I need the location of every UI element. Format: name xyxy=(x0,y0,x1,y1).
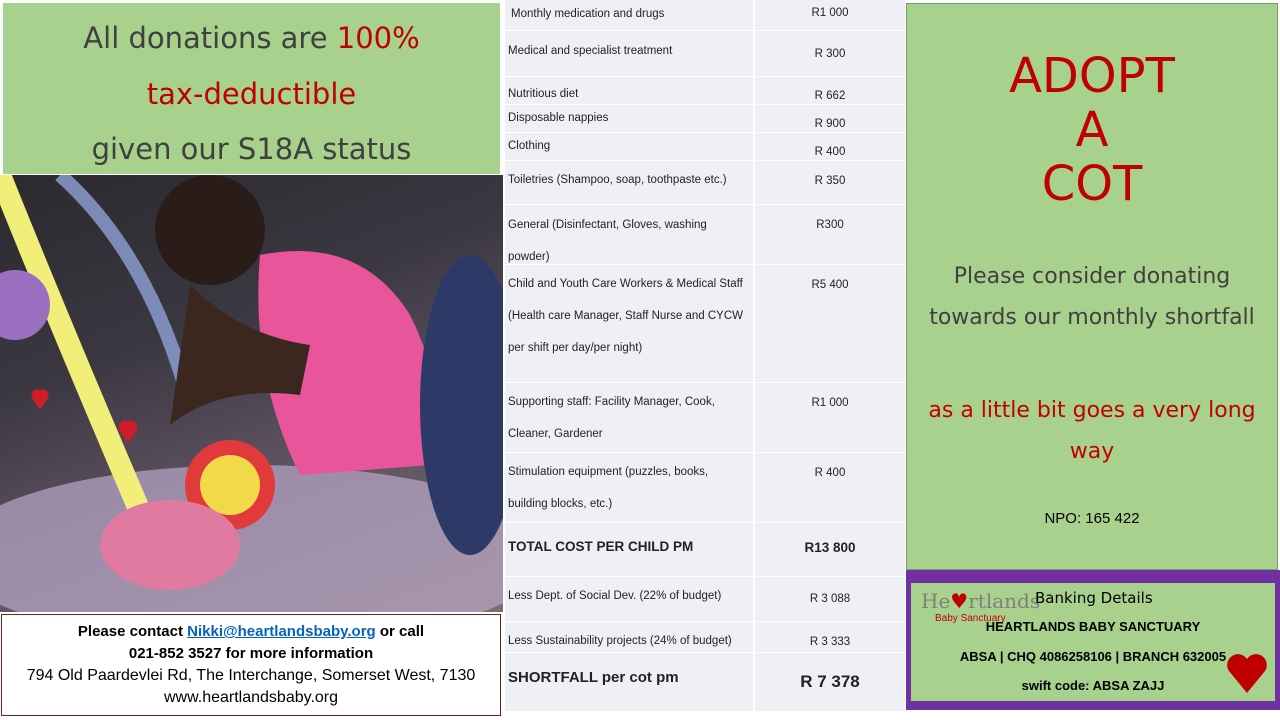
cost-item: Toiletries (Shampoo, soap, toothpaste etc.) xyxy=(508,174,727,186)
contact-line xyxy=(2,623,500,640)
little-bit-text: as a little bit goes a very long way xyxy=(928,398,1256,464)
cost-amount: R 400 xyxy=(814,146,846,158)
table-row xyxy=(505,577,905,622)
banking-details-panel xyxy=(911,583,1275,701)
cost-amount: R13 800 xyxy=(804,540,856,555)
table-row xyxy=(505,205,905,265)
account-number: ABSA | CHQ 4086258106 | BRANCH 632005 xyxy=(959,649,1227,664)
monthly-costs-table xyxy=(505,0,905,712)
logo-text-b: rtlands xyxy=(968,589,1041,613)
table-row xyxy=(505,622,905,653)
table-row xyxy=(505,133,905,161)
heart-icon xyxy=(1225,647,1269,697)
npo-number: NPO: 165 422 xyxy=(1044,510,1140,527)
cost-amount: R5 400 xyxy=(811,279,849,291)
tax-banner-text: All donations are xyxy=(83,21,337,55)
cost-item: TOTAL COST PER CHILD PM xyxy=(508,539,694,554)
cost-item: Less Dept. of Social Dev. (22% of budget) xyxy=(508,590,722,602)
cost-amount: R 350 xyxy=(814,175,846,187)
table-row xyxy=(505,161,905,205)
website-line: www.heartlandsbaby.org xyxy=(163,689,339,706)
banking-title: Banking Details xyxy=(1035,589,1153,607)
contact-box xyxy=(1,614,501,716)
swift-code: swift code: ABSA ZAJJ xyxy=(1021,678,1165,693)
contact-suffix: or call xyxy=(375,623,425,640)
table-row-total xyxy=(505,523,905,577)
cost-item: Less Sustainability projects (24% of budget) xyxy=(508,635,732,647)
babies-photo-illustration xyxy=(0,175,503,612)
cost-amount: R 3 088 xyxy=(809,593,851,605)
cost-item: Disposable nappies xyxy=(508,112,609,124)
cost-item: SHORTFALL per cot pm xyxy=(508,669,679,686)
banking-details xyxy=(906,570,1280,710)
table-row-shortfall xyxy=(505,653,905,712)
cost-amount: R 400 xyxy=(814,467,846,479)
adopt-title-line2: A xyxy=(1075,102,1109,158)
tax-banner-line2: tax-deductible xyxy=(146,77,357,111)
cost-item: Nutritious diet xyxy=(508,88,579,100)
tax-deductible-banner xyxy=(3,3,500,174)
table-row xyxy=(505,265,905,383)
table-row xyxy=(505,105,905,133)
table-row xyxy=(505,0,905,31)
table-row xyxy=(505,77,905,105)
cost-amount: R 3 333 xyxy=(809,636,851,648)
logo-text-a: He xyxy=(921,589,951,613)
cost-item: Supporting staff: Facility Manager, Cook, Cleaner, Gardener xyxy=(508,396,715,440)
cost-amount: R 900 xyxy=(814,118,846,130)
email-link[interactable]: Nikki@heartlandsbaby.org xyxy=(187,623,376,640)
address-line: 794 Old Paardevlei Rd, The Interchange, Somerset West, 7130 xyxy=(26,667,476,684)
table-row xyxy=(505,383,905,453)
tax-banner-line3: given our S18A status xyxy=(91,132,412,166)
logo-heart-icon: ♥ xyxy=(950,589,969,613)
cost-item: Child and Youth Care Workers & Medical Staff (Health care Manager, Staff Nurse and CYCW per shift per day/per night) xyxy=(508,278,744,354)
cost-amount: R 662 xyxy=(814,90,846,102)
cost-item: Stimulation equipment (puzzles, books, building blocks, etc.) xyxy=(508,466,709,510)
cost-amount: R1 000 xyxy=(811,7,849,19)
tax-banner-line1 xyxy=(3,21,500,55)
heartlands-logo xyxy=(921,589,1040,613)
cost-item: Monthly medication and drugs xyxy=(511,8,665,20)
donation-plea: Please consider donating towards our monthly shortfall xyxy=(929,264,1255,330)
cost-amount: R300 xyxy=(816,219,844,231)
cost-item: Medical and specialist treatment xyxy=(508,45,673,57)
cost-item: General (Disinfectant, Gloves, washing powder) xyxy=(508,219,707,263)
babies-photo xyxy=(0,175,503,612)
phone-line: 021-852 3527 for more information xyxy=(128,645,374,662)
account-name: HEARTLANDS BABY SANCTUARY xyxy=(985,619,1201,634)
adopt-a-cot-panel xyxy=(906,3,1278,570)
tax-banner-percent: 100% xyxy=(336,21,420,55)
cost-amount: R 300 xyxy=(814,48,846,60)
logo-subtitle: Baby Sanctuary xyxy=(935,613,1006,624)
adopt-title-line1: ADOPT xyxy=(1009,48,1175,104)
table-row xyxy=(505,453,905,523)
cost-item: Clothing xyxy=(508,140,551,152)
table-row xyxy=(505,31,905,77)
cost-amount: R1 000 xyxy=(811,397,849,409)
adopt-title-line3: COT xyxy=(1041,156,1143,212)
contact-prefix: Please contact xyxy=(77,623,188,640)
cost-amount: R 7 378 xyxy=(800,672,860,691)
